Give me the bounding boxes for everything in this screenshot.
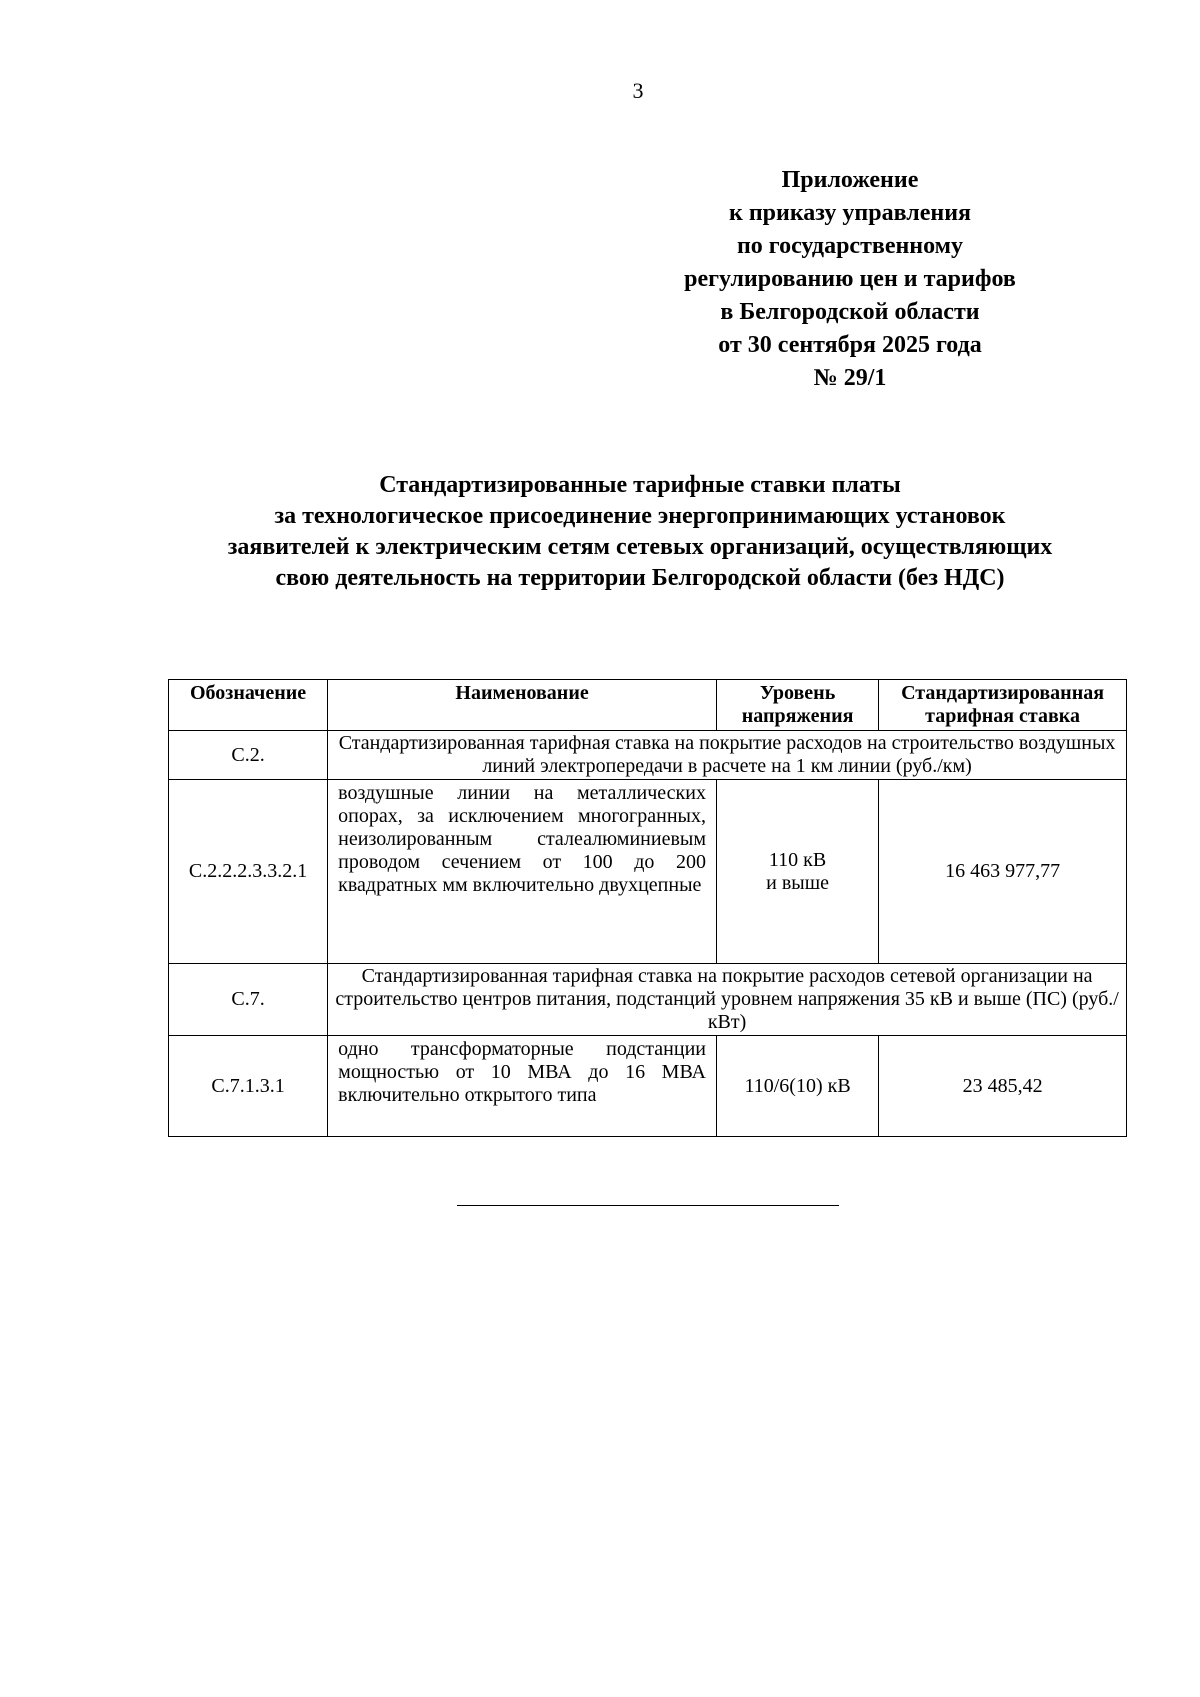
header-name: Наименование (328, 680, 717, 731)
group-title: Стандартизированная тарифная ставка на покрытие расходов сетевой организации на строительство центров питания, подстанций уровнем напряжения 35 кВ и выше (ПС) (руб./кВт) (328, 964, 1127, 1036)
header-rate-line: Стандартизированная (901, 682, 1105, 704)
table-row (169, 1036, 1127, 1137)
header-code: Обозначение (169, 680, 328, 731)
title-line: свою деятельность на территории Белгородской области (без НДС) (275, 565, 1005, 591)
table-header-row (169, 680, 1127, 731)
table-row-group (169, 964, 1127, 1036)
header-voltage (716, 680, 878, 731)
title-line: Стандартизированные тарифные ставки платы (379, 472, 901, 498)
table-row-group (169, 731, 1127, 780)
item-voltage-line: 110 кВ (768, 848, 827, 871)
header-voltage-line: Уровень (759, 682, 836, 704)
annex-line: регулированию цен и тарифов (684, 266, 1016, 292)
group-code: С.2. (169, 731, 328, 780)
item-name: одно трансформаторные подстанции мощностью от 10 МВА до 16 МВА включительно открытого типа (328, 1036, 717, 1137)
item-code: С.2.2.2.3.3.2.1 (169, 780, 328, 964)
title-line: заявителей к электрическим сетям сетевых организаций, осуществляющих (227, 534, 1053, 560)
header-voltage-line: напряжения (741, 705, 854, 727)
header-rate (879, 680, 1127, 731)
item-name: воздушные линии на металлических опорах, за исключением многогранных, неизолированным сталеалюминиевым проводом сечением от 100 до 200 квадратных мм включительно двухцепные (328, 780, 717, 964)
annex-line: к приказу управления (728, 200, 971, 226)
group-title: Стандартизированная тарифная ставка на покрытие расходов на строительство воздушных линий электропередачи в расчете на 1 км линии (руб./км) (328, 731, 1127, 780)
title-line: за технологическое присоединение энергопринимающих установок (274, 503, 1006, 529)
item-voltage: 110/6(10) кВ (716, 1036, 878, 1137)
annex-line: по государственному (736, 233, 964, 259)
page-number: 3 (632, 78, 644, 103)
annex-header (640, 164, 1060, 395)
end-divider (457, 1205, 839, 1206)
annex-line: в Белгородской области (720, 299, 980, 325)
table-row (169, 780, 1127, 964)
annex-line: от 30 сентября 2025 года (718, 332, 982, 358)
document-title (150, 470, 1130, 594)
item-rate: 16 463 977,77 (879, 780, 1127, 964)
annex-line: № 29/1 (813, 365, 887, 391)
header-rate-line: тарифная ставка (925, 705, 1081, 727)
tariff-table (168, 679, 1127, 1137)
annex-line: Приложение (781, 167, 919, 193)
item-rate: 23 485,42 (879, 1036, 1127, 1137)
item-voltage (716, 780, 878, 964)
item-voltage-line: и выше (766, 871, 829, 894)
item-code: С.7.1.3.1 (169, 1036, 328, 1137)
group-code: С.7. (169, 964, 328, 1036)
